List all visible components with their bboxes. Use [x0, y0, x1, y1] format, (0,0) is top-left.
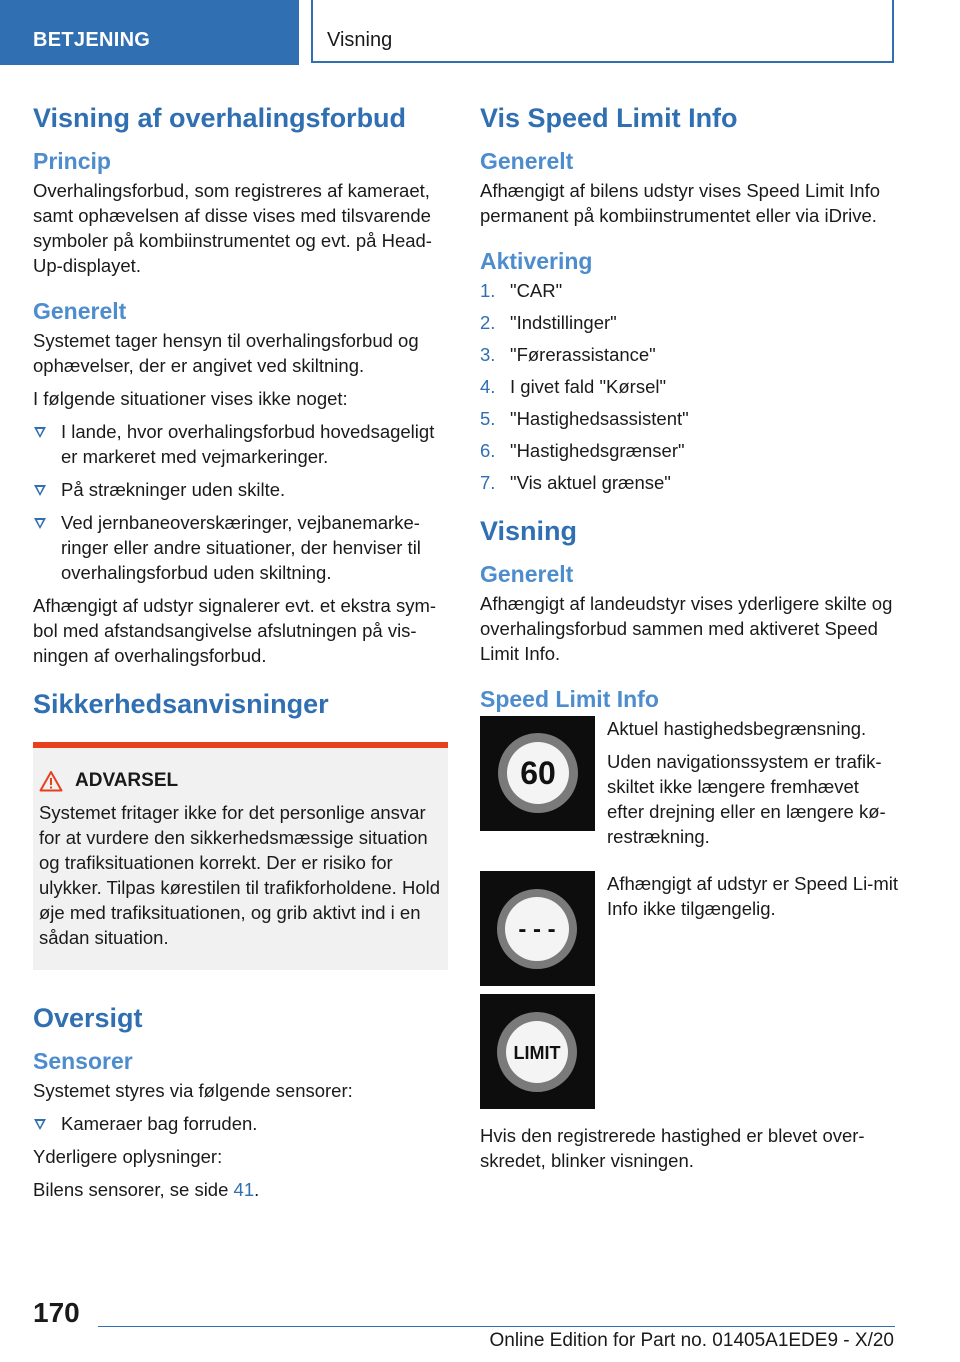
sli-row-limit: [480, 994, 900, 1109]
safety-heading: Sikkerhedsanvisninger: [33, 689, 329, 719]
speed-sign-unavailable-icon: [480, 871, 595, 986]
current-limit-text: Aktuel hastighedsbegrænsning.: [607, 718, 867, 739]
section-title-overtaking: Visning af overhalingsforbud: [33, 103, 407, 133]
warning-triangle-icon: [39, 770, 63, 792]
triangle-bullet-icon: [34, 1119, 46, 1130]
list-item: 7. "Vis aktuel grænse": [480, 472, 671, 493]
list-item: 4. I givet fald "Kørsel": [480, 376, 667, 397]
general-heading: Generelt: [33, 298, 127, 324]
triangle-bullet-icon: [34, 518, 46, 529]
footer-edition: Online Edition for Part no. 01405A1EDE9 - X/20: [489, 1330, 894, 1351]
sensors-heading: Sensorer: [33, 1048, 133, 1074]
display-heading: Visning: [480, 516, 578, 546]
warning-box: [33, 742, 448, 970]
principle-heading: Princip: [33, 148, 111, 174]
list-item: I lande, hvor overhalingsforbud hovedsageligt er markeret med vejmarkeringer.: [33, 419, 448, 469]
list-item: Ved jernbaneoverskæringer, vejbanemarke-ringer eller andre situationer, der henviser til overhalingsforbud uden skiltning.: [33, 510, 448, 585]
warning-title-text: ADVARSEL: [75, 770, 179, 791]
header-section-tab: [0, 0, 299, 65]
header-section-title: BETJENING: [33, 29, 151, 51]
principle-text: Overhalingsforbud, som registreres af kameraet, samt ophævelsen af disse vises med tilsvarende symboler på kombiinstrumentet og evt. på Head-Up-displayet.: [33, 180, 432, 276]
warning-text: Systemet fritager ikke for det personlige ansvar for at vurdere den sikkerhedsmæssige situation og trafiksituationen korrekt. Der er risiko for ulykker. Tilpas kørestilen til trafikforholdene. Hold øje med trafiksituationen, og grib aktivt ind i en sådan situation.: [39, 802, 441, 948]
speed-limit-info-heading: Speed Limit Info: [480, 686, 659, 712]
general-heading: Generelt: [480, 148, 574, 174]
sensors-list: [33, 1111, 448, 1136]
list-item: 6. "Hastighedsgrænser": [480, 440, 685, 461]
section-title-speed-limit: Vis Speed Limit Info: [480, 103, 738, 133]
sli-row-current-limit: [480, 716, 900, 857]
footer-divider: [98, 1326, 895, 1327]
unavailable-text: Afhængigt af udstyr er Speed Li-mit Info ikke tilgængelig.: [607, 873, 899, 919]
sli-row-unavailable: [480, 871, 900, 986]
list-item: Kameraer bag forruden.: [33, 1111, 448, 1136]
list-item: På strækninger uden skilte.: [33, 477, 448, 502]
left-column: [33, 100, 448, 1210]
extra-symbol-text: Afhængigt af udstyr signalerer evt. et ekstra sym-bol med afstandsangivelse afslutningen på vis-ningen af overhalingsforbud.: [33, 595, 437, 666]
list-item: 1. "CAR": [480, 280, 563, 301]
svg-text:LIMIT: LIMIT: [513, 1043, 561, 1063]
activation-steps: [480, 278, 900, 495]
triangle-bullet-icon: [34, 427, 46, 438]
speed-sign-60-icon: [480, 716, 595, 831]
header-chapter-tab: [311, 0, 894, 63]
header-chapter-title: Visning: [327, 29, 393, 51]
more-info-text: Yderligere oplysninger:: [33, 1146, 223, 1167]
right-column: [480, 100, 900, 1181]
general-text: Afhængigt af bilens udstyr vises Speed Limit Info permanent på kombiinstrumentet eller via iDrive.: [480, 180, 881, 226]
speed-limit-sign-icon: [480, 994, 595, 1109]
display-general-heading: Generelt: [480, 561, 574, 587]
svg-text:60: 60: [520, 755, 556, 791]
no-navigation-text: Uden navigationssystem er trafik-skiltet ikke længere fremhævet efter drejning eller en længere kø-restrækning.: [607, 751, 886, 847]
warning-title: [39, 770, 440, 792]
triangle-bullet-icon: [34, 485, 46, 496]
activation-heading: Aktivering: [480, 248, 593, 274]
svg-text:- - -: - - -: [518, 916, 556, 943]
exceeded-text: Hvis den registrerede hastighed er blevet over-skredet, blinker visningen.: [480, 1125, 865, 1171]
page-number: 170: [33, 1297, 80, 1328]
situations-list: [33, 419, 448, 585]
list-item: 3. "Førerassistance": [480, 344, 656, 365]
overview-heading: Oversigt: [33, 1003, 143, 1033]
list-item: 5. "Hastighedsassistent": [480, 408, 689, 429]
situations-intro: I følgende situationer vises ikke noget:: [33, 388, 348, 409]
page-reference-link[interactable]: 41: [233, 1179, 255, 1200]
sensors-reference: Bilens sensorer, se side 41.: [33, 1179, 260, 1200]
list-item: 2. "Indstillinger": [480, 312, 617, 333]
general-text: Systemet tager hensyn til overhalingsforbud og ophævelser, der er angivet ved skiltning.: [33, 330, 419, 376]
display-general-text: Afhængigt af landeudstyr vises yderligere skilte og overhalingsforbud sammen med aktiveret Speed Limit Info.: [480, 593, 893, 664]
sensors-text: Systemet styres via følgende sensorer:: [33, 1080, 353, 1101]
